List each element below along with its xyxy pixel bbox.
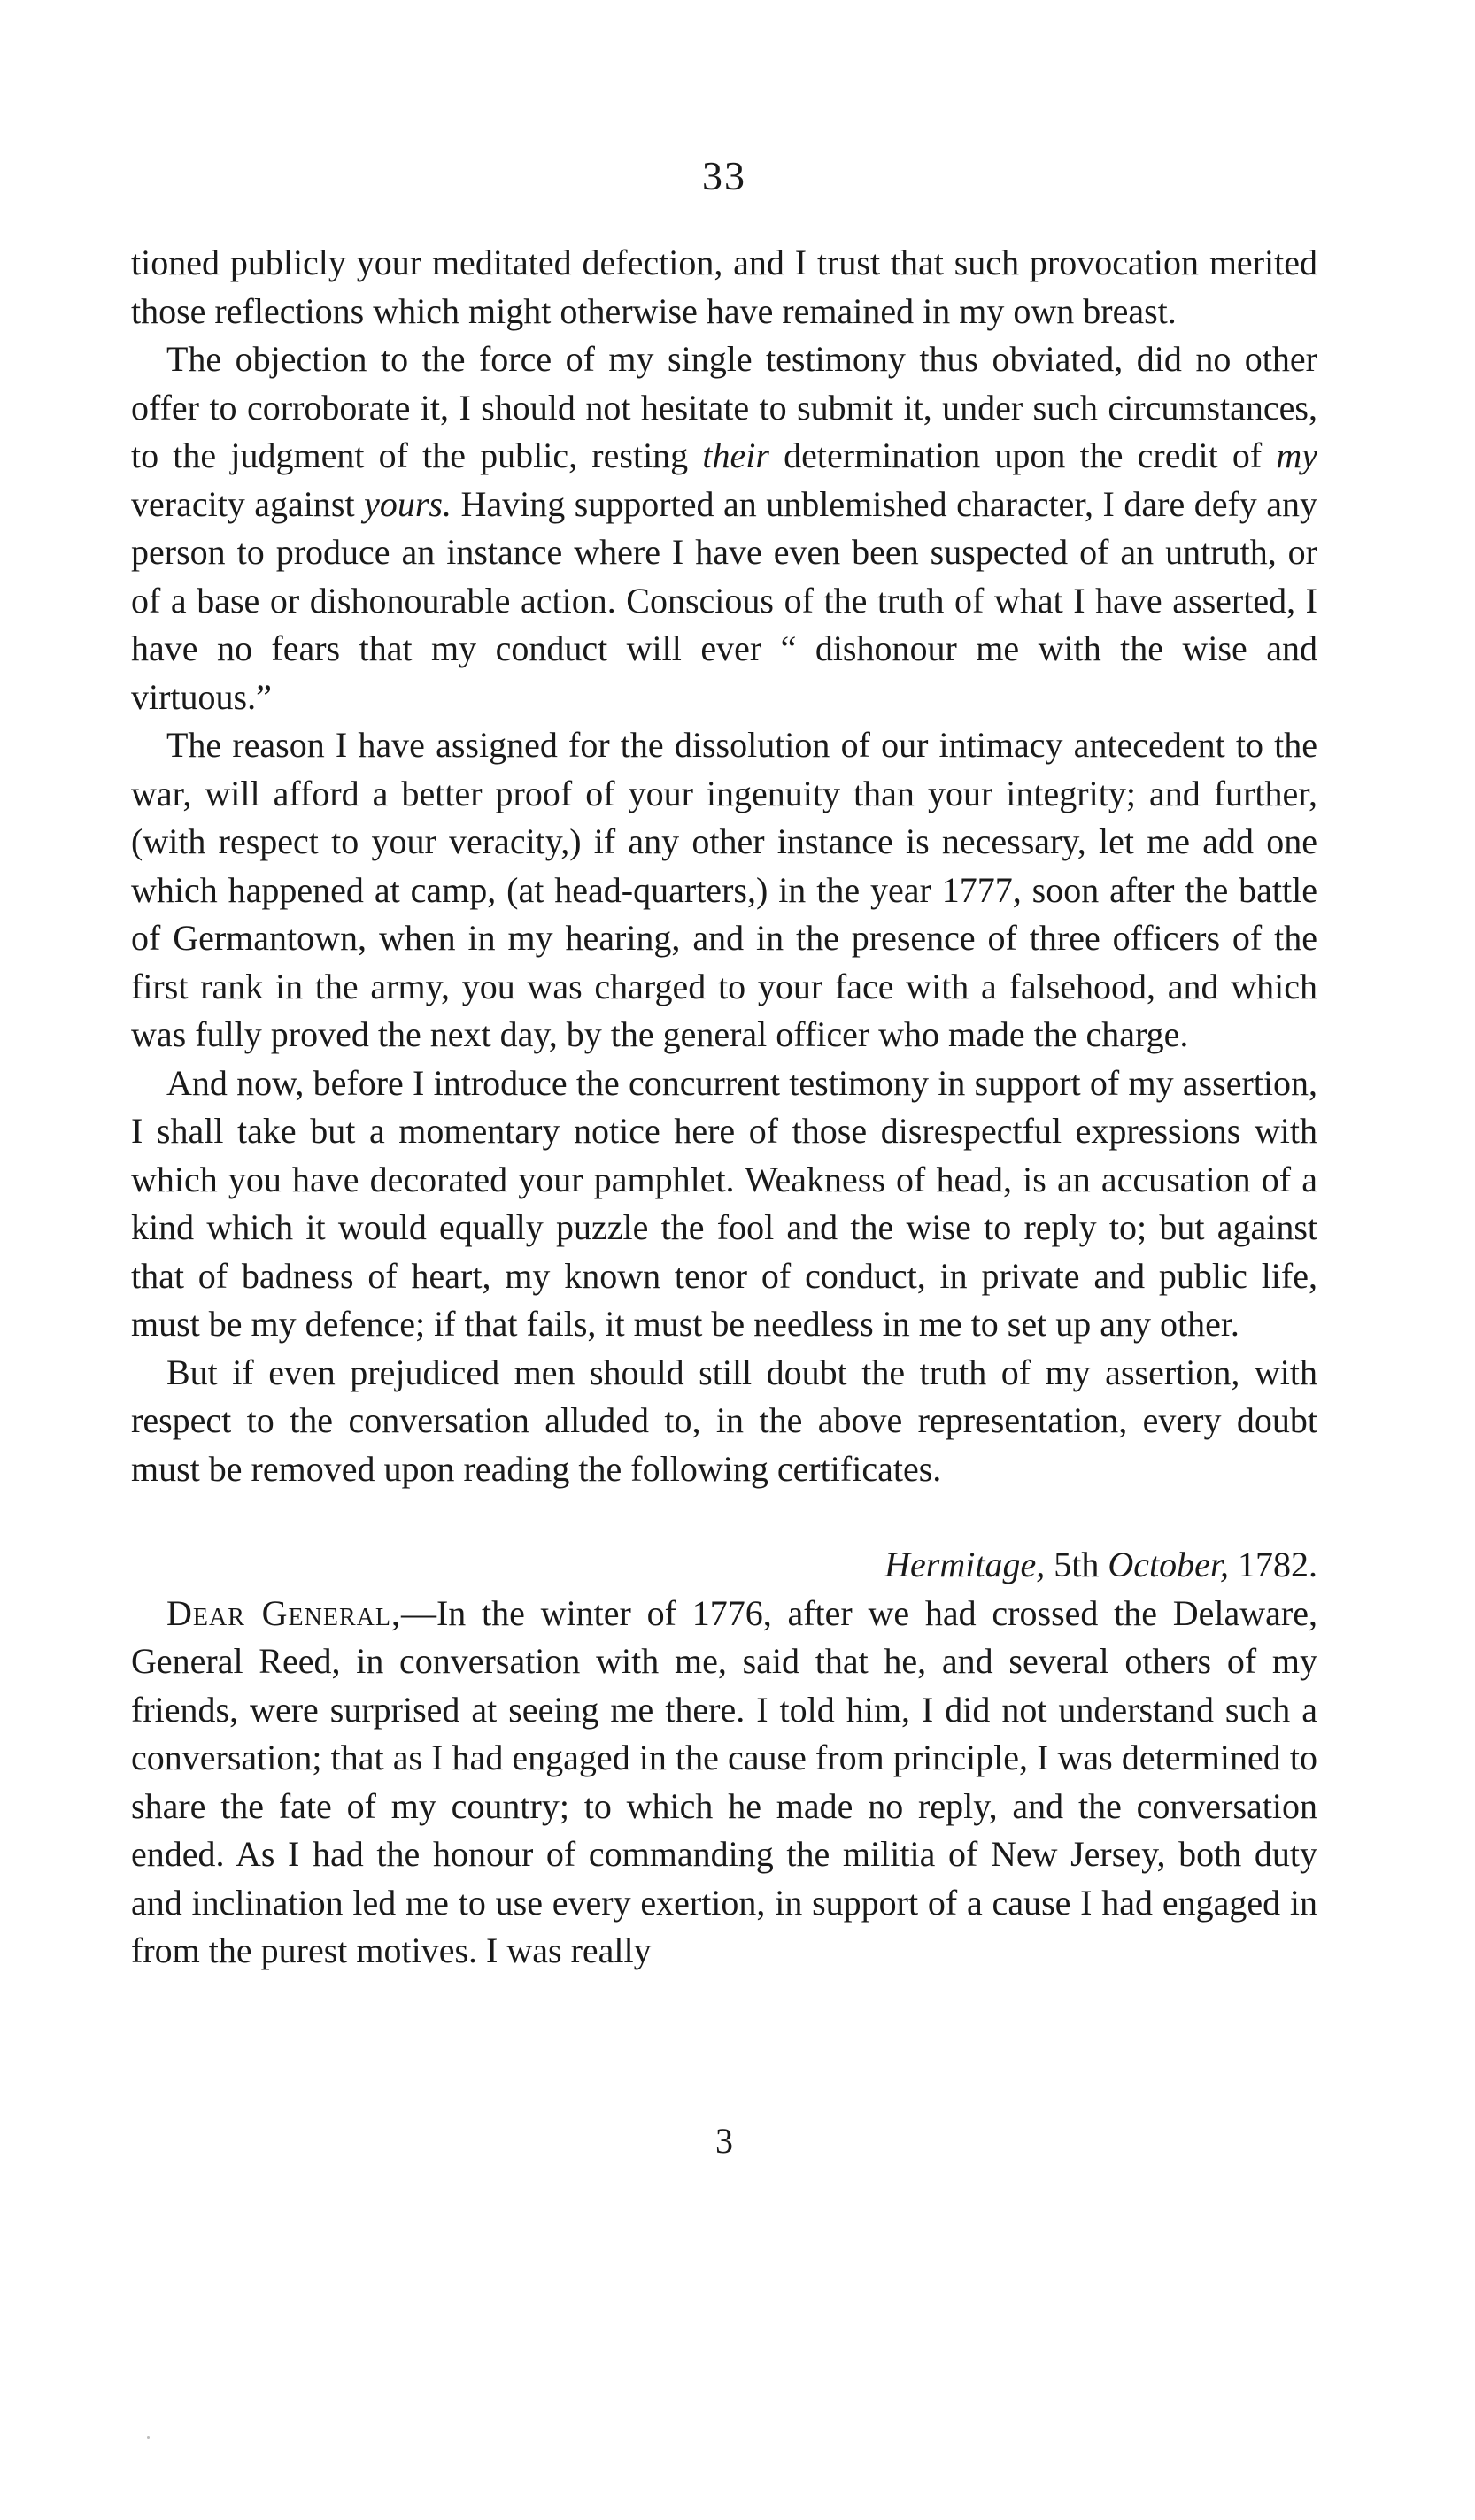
letter-dateline xyxy=(131,1541,1317,1590)
paragraph-and-now: And now, before I introduce the concurrent testimony in support of my assertion, I shall take but a momentary notice here of those disrespectful expressions with which you have decorated your pamphlet. Weakness of head, is an accusation of a kind which it would equally puzzle the fool and the wise to reply to; but against that of badness of heart, my known tenor of conduct, in private and public life, must be my defence; if that fails, it must be needless in me to set up any other. xyxy=(131,1062,1317,1344)
letter-body-text: —In the winter of 1776, after we had crossed the Delaware, General Reed, in conversation with me, said that he, and several others of my friends, were surprised at seeing me there. I told him, I did not understand such a conversation; that as I had engaged in the cause from principle, I was determined to share the fate of my country; to which he made no reply, and the conversation ended. As I had the honour of commanding the militia of New Jersey, both duty and inclination led me to use every exertion, in support of a cause I had engaged in from the purest motives. I was really xyxy=(131,1592,1317,1970)
paragraph-objection xyxy=(131,335,1317,721)
emphasis-their: their xyxy=(702,435,769,475)
emphasis-yours: yours. xyxy=(364,483,452,524)
letter-salutation: Dear General, xyxy=(166,1592,401,1633)
dateline-month: October, xyxy=(1108,1545,1229,1584)
paragraph-but-if: But if even prejudiced men should still doubt the truth of my assertion, with respect to the conversation alluded to, in the above representation, every doubt must be removed upon reading the following certificates. xyxy=(131,1352,1317,1489)
paragraph-objection-text-2: determination upon the credit of xyxy=(768,435,1277,475)
paragraph-objection-text-3: veracity against xyxy=(131,483,365,524)
signature-mark: 3 xyxy=(715,2121,733,2161)
paragraph-objection-text-4: Having supported an unblemished character, I dare defy any person to produce an instance where I have even been suspected of an untruth, or of a base or dishonourable action. Conscious of the truth of what I have asserted, I have no fears that my conduct will ever “ dishonour me with the wise and virtuous.” xyxy=(131,483,1318,717)
paragraph-continuation: tioned publicly your meditated defection, and I trust that such provocation merited those reflections which might otherwise have remained in my own breast. xyxy=(131,243,1317,331)
dateline-day-number: 5th xyxy=(1054,1545,1100,1584)
scan-speck xyxy=(147,2436,150,2439)
paragraph-objection-text-1: The objection to the force of my single testimony thus obviated, did no other offer to corroborate it, I should not hesitate to submit it, under such circumstances, to the judgment of the public, resting xyxy=(131,339,1317,475)
page-number: 33 xyxy=(702,153,746,198)
letter-body xyxy=(131,1590,1317,1976)
paragraph-reason: The reason I have assigned for the dissolution of our intimacy antecedent to the war, will afford a better proof of your ingenuity than your integrity; and further, (with respect to your veracity,) if any other instance is necessary, let me add one which happened at camp, (at head-quarters,) in the year 1777, soon after the battle of Germantown, when in my hearing, and in the presence of three officers of the first rank in the army, you was charged to your face with a falsehood, and which was fully proved the next day, by the general officer who made the charge. xyxy=(131,725,1317,1054)
dateline-year: 1782. xyxy=(1238,1545,1317,1584)
body-text xyxy=(131,239,1317,1976)
emphasis-my: my xyxy=(1276,435,1318,475)
dateline-place: Hermitage, xyxy=(884,1545,1046,1584)
